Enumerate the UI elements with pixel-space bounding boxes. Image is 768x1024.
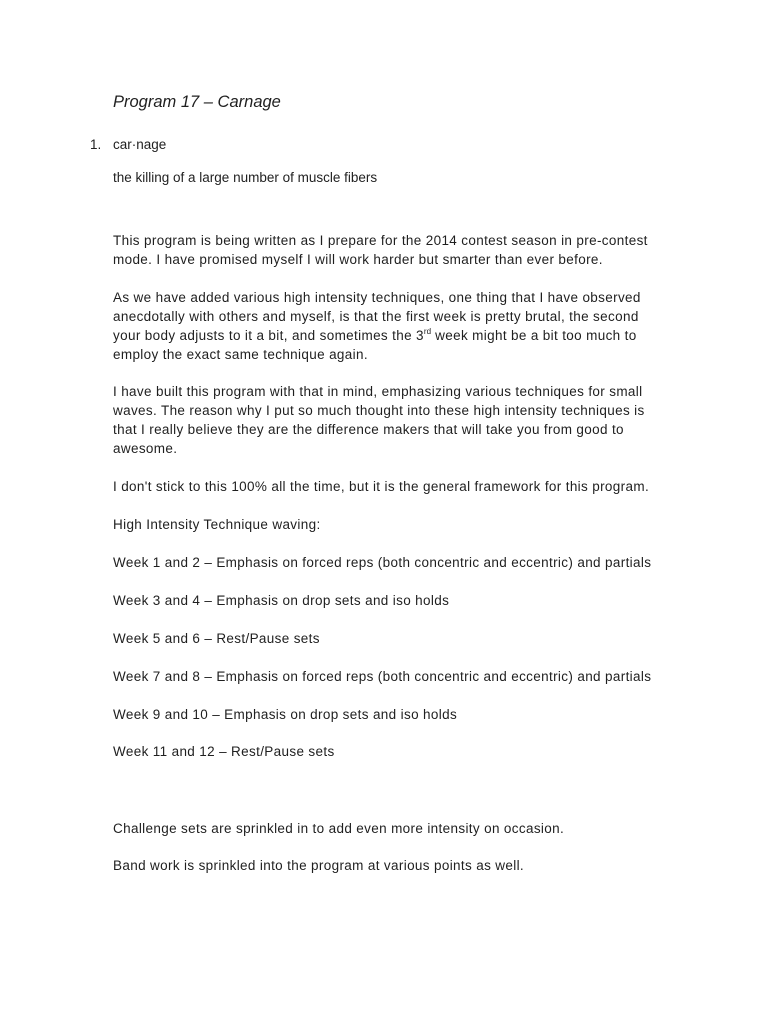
definition-term: car·nage xyxy=(113,137,167,152)
text-line: I have built this program with that in mind, emphasizing various techniques for small xyxy=(113,384,643,399)
text-line: anecdotally with others and myself, is that the first week is pretty brutal, the second xyxy=(113,309,639,324)
week-text: Week 11 and 12 – Rest/Pause sets xyxy=(113,744,335,759)
document-title: Program 17 – Carnage xyxy=(113,93,281,111)
text-segment: week might be a bit too much to xyxy=(431,328,637,343)
week-text: Week 3 and 4 – Emphasis on drop sets and iso holds xyxy=(113,593,450,608)
text-line: employ the exact same technique again. xyxy=(113,347,368,362)
list-number: 1. xyxy=(90,137,102,152)
text-line: High Intensity Technique waving: xyxy=(113,517,321,532)
text-line: mode. I have promised myself I will work harder but smarter than ever before. xyxy=(113,252,603,267)
text-line: This program is being written as I prepare for the 2014 contest season in pre-contest xyxy=(113,233,648,248)
week-text: Week 5 and 6 – Rest/Pause sets xyxy=(113,631,320,646)
text-segment: your body adjusts to it a bit, and sometimes the 3 xyxy=(113,328,424,343)
text-line: Challenge sets are sprinkled in to add even more intensity on occasion. xyxy=(113,821,565,836)
week-item xyxy=(113,629,638,648)
framework-note xyxy=(113,477,650,496)
intro-paragraph xyxy=(113,231,648,269)
week-item xyxy=(113,553,652,572)
observation-paragraph xyxy=(113,288,641,364)
challenge-note xyxy=(113,819,638,838)
week-item xyxy=(113,742,638,761)
text-line: As we have added various high intensity techniques, one thing that I have observed xyxy=(113,290,641,305)
text-line: I don't stick to this 100% all the time, but it is the general framework for this program. xyxy=(113,479,650,494)
week-text: Week 7 and 8 – Emphasis on forced reps (both concentric and eccentric) and partials xyxy=(113,669,652,684)
text-line: that I really believe they are the difference makers that will take you from good to xyxy=(113,422,624,437)
week-text: Week 1 and 2 – Emphasis on forced reps (both concentric and eccentric) and partials xyxy=(113,555,652,570)
week-text: Week 9 and 10 – Emphasis on drop sets and iso holds xyxy=(113,707,458,722)
week-item xyxy=(113,705,638,724)
ordinal-superscript: rd xyxy=(423,327,432,336)
definition-meaning: the killing of a large number of muscle fibers xyxy=(113,170,378,185)
band-note xyxy=(113,856,638,875)
text-line: Band work is sprinkled into the program at various points as well. xyxy=(113,858,525,873)
waving-heading xyxy=(113,515,638,534)
week-item xyxy=(113,591,638,610)
text-line xyxy=(113,326,638,345)
text-line: waves. The reason why I put so much thought into these high intensity techniques is xyxy=(113,403,645,418)
week-item xyxy=(113,667,652,686)
rationale-paragraph xyxy=(113,382,645,458)
text-line: awesome. xyxy=(113,441,178,456)
